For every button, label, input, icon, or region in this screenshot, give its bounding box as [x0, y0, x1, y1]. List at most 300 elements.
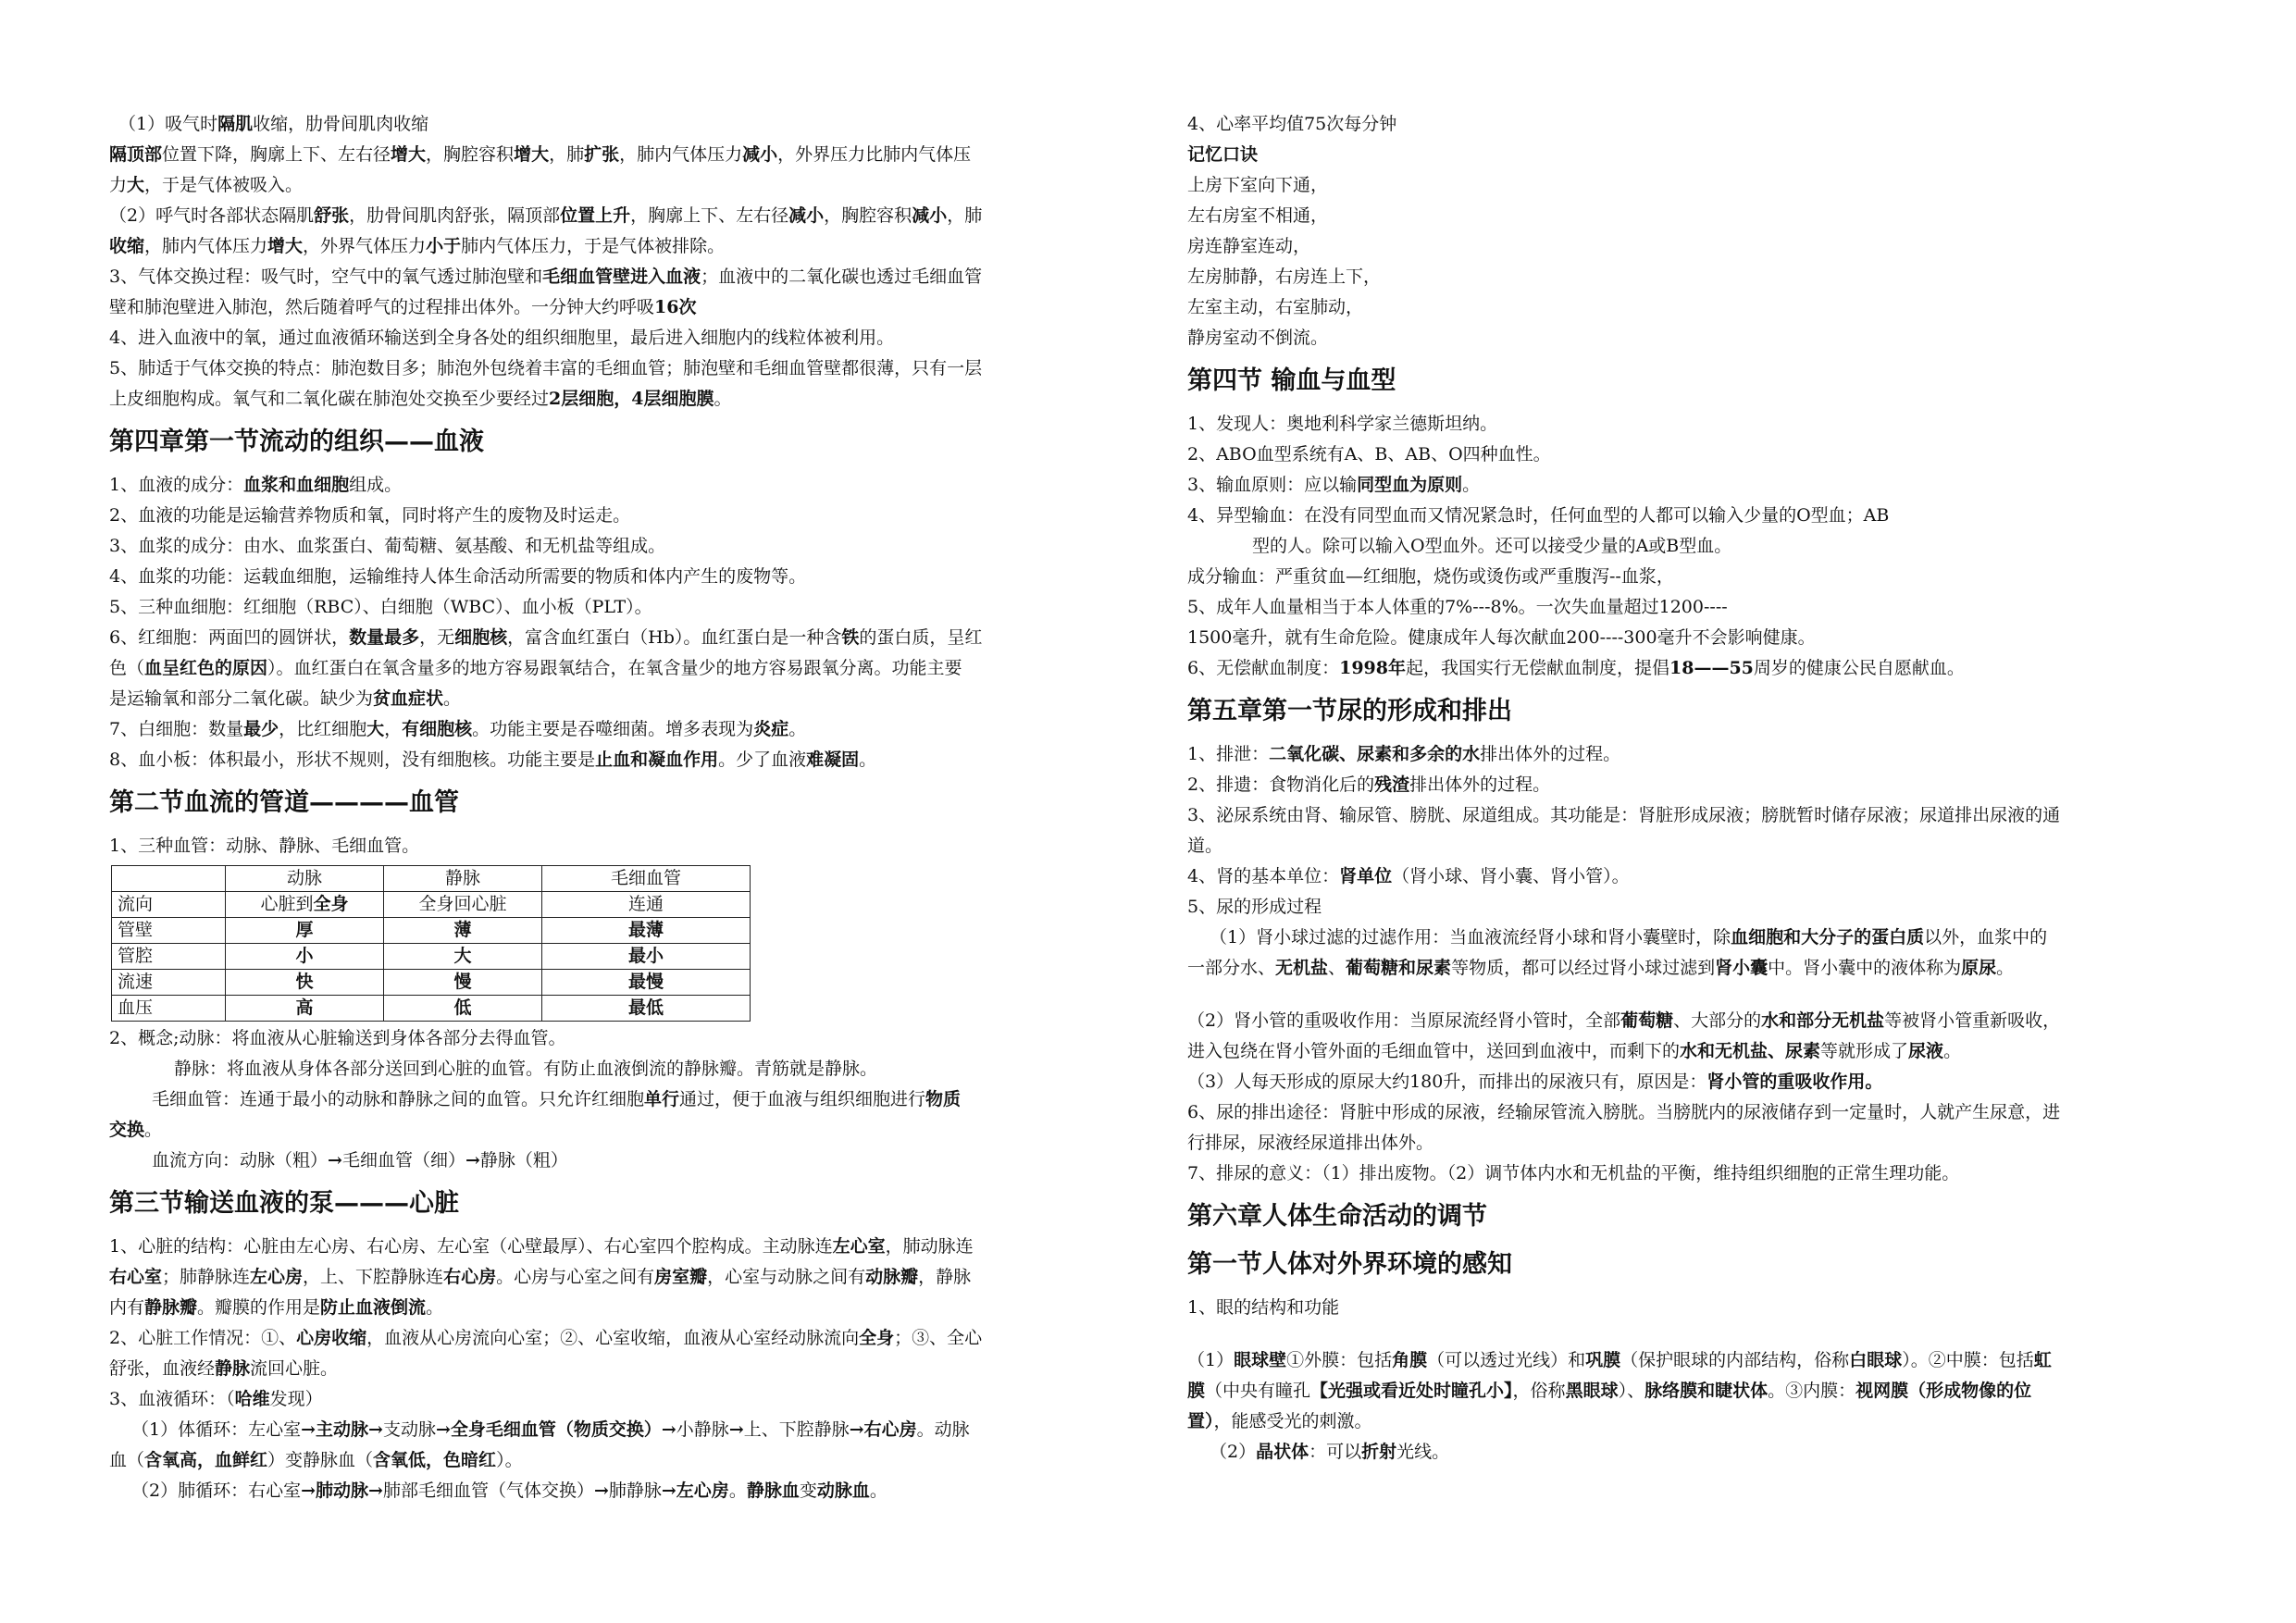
- bold-text: 减小: [788, 205, 825, 226]
- bold-text: 16次: [654, 297, 697, 317]
- text-run: ，能感受光的刺激。: [1213, 1411, 1372, 1431]
- text-line: [1187, 1036, 2205, 1067]
- bold-text: 数量最多: [349, 627, 420, 648]
- bold-text: 大: [366, 719, 385, 739]
- text-line: [109, 653, 1123, 684]
- text-run: 2、心脏工作情况：①、: [109, 1328, 297, 1348]
- text-line: [109, 470, 1123, 501]
- bold-text: 增大: [391, 144, 427, 165]
- text-run: 2、概念;动脉：将血液从心脏输送到身体各部分去得血管。: [109, 1028, 566, 1048]
- text-run: 。: [788, 719, 807, 739]
- text-run: 6、红细胞：两面凹的圆饼状，: [109, 627, 350, 648]
- text-line: [109, 1354, 1123, 1384]
- text-line: [1187, 1293, 2205, 1323]
- bold-text: 贫血症状: [373, 688, 444, 709]
- text-run: 发现）: [269, 1389, 323, 1409]
- text-run: 7、白细胞：数量: [109, 719, 244, 739]
- cell-text: 小: [295, 946, 314, 966]
- text-line: [1187, 953, 2205, 984]
- text-run: ，比红细胞: [279, 719, 367, 739]
- table-cell: [542, 944, 751, 970]
- text-line: [1187, 861, 2205, 892]
- text-run: 舒张，血液经: [109, 1358, 216, 1379]
- text-line: [1187, 739, 2205, 770]
- text-run: 3、输血原则：应以输: [1187, 475, 1358, 495]
- bold-text: 原尿: [1961, 958, 1997, 978]
- cell-text: 低: [453, 997, 472, 1018]
- text-run: ，肺: [947, 205, 983, 226]
- bold-text: 隔肌: [217, 114, 254, 134]
- text-run: （2）肾小管的重吸收作用：当原尿流经肾小管时，全部: [1187, 1010, 1621, 1031]
- section-heading: 第三节输送血液的泵———心脏: [109, 1189, 459, 1218]
- table-header-row: [112, 866, 751, 892]
- text-run: ）。血红蛋白在氧含量多的地方容易跟氧结合，在氧含量少的地方容易跟氧分离。功能主要: [267, 658, 962, 678]
- table-cell: [384, 892, 542, 918]
- bold-text: →: [328, 1150, 342, 1171]
- bold-text: 折射: [1361, 1442, 1397, 1462]
- bold-text: 心房收缩: [296, 1328, 367, 1348]
- text-run: ：可以: [1309, 1442, 1362, 1462]
- bold-text: 置）: [1187, 1411, 1214, 1431]
- text-line: [109, 1146, 1123, 1176]
- text-line: [1187, 1158, 2205, 1189]
- text-run: 进入包绕在肾小管外面的毛细血管中，送回到血液中，而剩下的: [1187, 1041, 1681, 1061]
- text-run: 房连静室连动，: [1187, 236, 1311, 256]
- text-run: 排出体外的过程。: [1409, 774, 1551, 795]
- text-line: [1187, 109, 2205, 140]
- text-line: [109, 1115, 1123, 1146]
- text-run: ，肺内气体压力: [619, 144, 743, 165]
- bold-text: 巩膜: [1585, 1350, 1621, 1370]
- text-line: [1187, 1376, 2205, 1406]
- text-run: 1、眼的结构和功能: [1187, 1297, 1340, 1318]
- text-run: 。: [443, 688, 462, 709]
- text-run: （1）肾小球过滤的过滤作用：当血液流经肾小球和肾小囊壁时，除: [1210, 927, 1731, 948]
- bold-text: 白眼球: [1849, 1350, 1903, 1370]
- text-line: [109, 323, 1123, 353]
- text-line: [1187, 531, 2205, 562]
- text-line: [1187, 923, 2205, 953]
- text-line: [1187, 292, 2205, 323]
- text-run: 、大部分的: [1673, 1010, 1762, 1031]
- table-cell: [384, 970, 542, 996]
- text-run: ，: [384, 719, 403, 739]
- text-run: 力: [109, 175, 128, 195]
- text-run: 4、进入血液中的氧，通过血液循环输送到全身各处的组织细胞里，最后进入细胞内的线粒体被利用。: [109, 328, 895, 348]
- text-run: 起，我国实行无偿献血制度，提倡: [1405, 658, 1669, 678]
- table-row: [112, 944, 751, 970]
- text-run: ；肺静脉连: [162, 1267, 251, 1287]
- text-run: ；血液中的二氧化碳也透过毛细血管: [701, 266, 983, 287]
- text-run: ，心室与动脉之间有: [707, 1267, 866, 1287]
- text-run: ，静脉: [918, 1267, 972, 1287]
- cell-text: 最慢: [627, 972, 664, 992]
- text-run: 8、血小板：体积最小，形状不规则，没有细胞核。功能主要是: [109, 750, 596, 770]
- text-line: [1187, 323, 2205, 353]
- text-run: 。: [859, 750, 877, 770]
- table-cell: [542, 970, 751, 996]
- text-run: 。: [1462, 475, 1481, 495]
- text-run: ，于是气体被吸入。: [144, 175, 304, 195]
- bold-text: 止血和凝血作用: [595, 750, 719, 770]
- text-run: 左室主动，右室肺动，: [1187, 297, 1364, 317]
- table-cell: [112, 996, 226, 1022]
- cell-text: 血压: [118, 997, 154, 1018]
- text-line: [109, 231, 1123, 262]
- bold-text: 膜: [1187, 1381, 1206, 1401]
- text-run: 上皮细胞构成。氧气和二氧化碳在肺泡处交换至少要经过: [109, 389, 550, 409]
- text-run: 5、肺适于气体交换的特点：肺泡数目多；肺泡外包绕着丰富的毛细血管；肺泡壁和毛细血管壁都很薄，只有一层: [109, 358, 983, 378]
- text-line: [109, 1084, 1123, 1115]
- bold-text: 全身: [859, 1328, 895, 1348]
- text-run: 4、肾的基本单位：: [1187, 866, 1340, 886]
- bold-text: 静脉瓣: [144, 1297, 198, 1318]
- text-run: ，胸腔容积: [824, 205, 912, 226]
- bold-text: 视网膜（形成物像的位: [1855, 1381, 2032, 1401]
- bold-text: 难凝固: [806, 750, 860, 770]
- bold-text: 减小: [912, 205, 948, 226]
- table-cell: [384, 918, 542, 944]
- bold-text: 1998年: [1339, 658, 1406, 678]
- text-run: ，血液从心房流向心室；②、心室收缩，血液从心室经动脉流向: [366, 1328, 860, 1348]
- bold-text: 房室瓣: [654, 1267, 708, 1287]
- bold-text: 交换: [109, 1120, 145, 1140]
- text-run: 2、血液的功能是运输营养物质和氧，同时将产生的废物及时运走。: [109, 505, 631, 526]
- section-heading: 第六章人体生命活动的调节: [1187, 1202, 1487, 1231]
- text-line: [109, 831, 1123, 861]
- bold-text: →左心房: [661, 1481, 729, 1501]
- bold-text: 扩张: [584, 144, 620, 165]
- bold-text: →主动脉→: [301, 1419, 383, 1440]
- text-run: 左房肺静，右房连上下，: [1187, 266, 1382, 287]
- text-run: （1）: [1187, 1350, 1235, 1370]
- table-cell: [112, 892, 226, 918]
- text-line: [109, 745, 1123, 775]
- text-line: [1187, 770, 2205, 800]
- text-run: 、: [1328, 958, 1347, 978]
- text-run: 5、三种血细胞：红细胞（RBC）、白细胞（WBC）、血小板（PLT）。: [109, 597, 652, 617]
- text-line: [109, 1323, 1123, 1354]
- section-heading: 第五章第一节尿的形成和排出: [1187, 697, 1512, 725]
- text-line: [1187, 231, 2205, 262]
- text-line: [109, 531, 1123, 562]
- text-run: ）变静脉血（: [267, 1450, 374, 1470]
- bold-text: 18——55: [1669, 658, 1754, 678]
- text-line: [109, 1293, 1123, 1323]
- bold-text: 减小: [742, 144, 778, 165]
- bold-text: 血细胞和大分子的蛋白质: [1731, 927, 1925, 948]
- cell-text: 快: [295, 972, 314, 992]
- bold-text: 动脉瓣: [865, 1267, 919, 1287]
- text-run: （2）肺循环：右心室: [131, 1481, 302, 1501]
- text-run: ，上、下腔静脉连: [303, 1267, 444, 1287]
- text-run: 肺内气体压力，于是气体被排除。: [461, 236, 726, 256]
- text-run: 4、心率平均值75次每分钟: [1187, 114, 1397, 134]
- text-run: 排出体外的过程。: [1480, 744, 1621, 764]
- text-run: 周岁的健康公民自愿献血。: [1753, 658, 1965, 678]
- text-line: [109, 714, 1123, 745]
- text-line: [109, 384, 1123, 415]
- text-line: [1187, 1128, 2205, 1158]
- cell-text: 慢: [453, 972, 472, 992]
- vessel-comparison-table: [111, 865, 751, 1022]
- text-run: 型的人。除可以输入O型血外。还可以接受少量的A或B型血。: [1252, 536, 1732, 556]
- table-cell: [226, 944, 384, 970]
- spacer: [1187, 1323, 2205, 1345]
- text-run: 静脉：将血液从身体各部分送回到心脏的血管。有防止血液倒流的静脉瓣。青筋就是静脉。: [174, 1059, 878, 1079]
- text-run: 毛细血管（细）: [341, 1150, 465, 1171]
- bold-text: →肺动脉→: [301, 1481, 383, 1501]
- text-run: 等就形成了: [1820, 1041, 1909, 1061]
- bold-text: 铁: [841, 627, 860, 648]
- text-line: [1187, 140, 2205, 170]
- bold-text: 水和部分无机盐: [1761, 1010, 1885, 1031]
- text-line: [1187, 623, 2205, 653]
- text-run: 7、排尿的意义：（1）排出废物。（2）调节体内水和无机盐的平衡，维持组织细胞的正常生理功能。: [1187, 1163, 1960, 1183]
- table-cell: [542, 918, 751, 944]
- table-cell: [384, 944, 542, 970]
- text-run: 。: [728, 1481, 747, 1501]
- cell-text: 大: [453, 946, 472, 966]
- text-run: 2、ABO血型系统有A、B、AB、O四种血性。: [1187, 444, 1551, 465]
- text-run: ，外界气体压力: [303, 236, 427, 256]
- bold-text: 细胞核: [454, 627, 508, 648]
- text-run: （保护眼球的内部结构，俗称: [1620, 1350, 1850, 1370]
- bold-text: →: [728, 1419, 744, 1440]
- bold-text: →右心房: [849, 1419, 917, 1440]
- text-line: [109, 170, 1123, 201]
- text-run: 支动脉: [382, 1419, 436, 1440]
- bold-text: 静脉血: [746, 1481, 800, 1501]
- left-column: [109, 109, 1123, 1506]
- bold-text: 最少: [243, 719, 279, 739]
- text-run: 。功能主要是吞噬细菌。增多表现为: [472, 719, 754, 739]
- table-cell: [542, 996, 751, 1022]
- text-run: 以外，血浆中的: [1924, 927, 2048, 948]
- table-cell: [384, 996, 542, 1022]
- text-run: 等物质，都可以经过肾小球过滤到: [1451, 958, 1716, 978]
- bold-text: 无机盐: [1275, 958, 1329, 978]
- bold-text: 位置上升: [560, 205, 631, 226]
- text-line: [1187, 170, 2205, 201]
- text-line: [109, 1054, 1123, 1084]
- cell-text: 流速: [118, 972, 154, 992]
- cell-text: 流向: [118, 894, 154, 914]
- text-run: 3、气体交换过程：吸气时，空气中的氧气透过肺泡壁和: [109, 266, 543, 287]
- bold-text: 右心房: [443, 1267, 497, 1287]
- text-run: 上房下室向下通，: [1187, 175, 1329, 195]
- text-run: ，肺: [549, 144, 585, 165]
- text-line: [109, 501, 1123, 531]
- text-line: [1187, 470, 2205, 501]
- text-line: [109, 353, 1123, 384]
- text-run: 变: [799, 1481, 817, 1501]
- bold-text: 同型血为原则: [1357, 475, 1463, 495]
- bold-text: 单行: [644, 1089, 680, 1109]
- text-run: ；③、全心: [894, 1328, 983, 1348]
- table-header-cell: 动脉: [226, 866, 384, 892]
- text-line: [109, 292, 1123, 323]
- bold-text: 血呈红色的原因: [144, 658, 268, 678]
- bold-text: 收缩: [109, 236, 145, 256]
- text-line: [109, 109, 1123, 140]
- text-run: 4、异型输血：在没有同型血而又情况紧急时，任何血型的人都可以输入少量的O型血；AB: [1187, 505, 1890, 526]
- text-line: [1187, 831, 2205, 861]
- text-run: （1）体循环：左心室: [131, 1419, 302, 1440]
- text-line: [1187, 440, 2205, 470]
- bold-text: 【光强或看近处时瞳孔小】: [1310, 1381, 1513, 1401]
- text-run: （1）吸气时: [118, 114, 218, 134]
- cell-text: 最薄: [627, 920, 664, 940]
- text-run: ，肺内气体压力: [144, 236, 268, 256]
- bold-text: 葡萄糖和尿素: [1346, 958, 1452, 978]
- cell-text: 管腔: [118, 946, 154, 966]
- text-run: 光线。: [1396, 1442, 1450, 1462]
- table-cell: [226, 996, 384, 1022]
- text-run: ，俗称: [1512, 1381, 1566, 1401]
- bold-text: 哈维: [234, 1389, 270, 1409]
- text-line: [109, 1262, 1123, 1293]
- bold-text: 残渣: [1374, 774, 1410, 795]
- text-run: 3、泌尿系统由肾、输尿管、膀胱、尿道组成。其功能是：肾脏形成尿液；膀胱暂时储存尿液；尿道排出尿液的通: [1187, 805, 2061, 825]
- text-run: 。: [1943, 1041, 1962, 1061]
- text-run: 6、无偿献血制度：: [1187, 658, 1340, 678]
- cell-text: 高: [295, 997, 314, 1018]
- text-line: [109, 684, 1123, 714]
- table-cell: [112, 970, 226, 996]
- text-run: 肺静脉: [608, 1481, 662, 1501]
- text-run: 上、下腔静脉: [743, 1419, 850, 1440]
- table-cell: 心脏到全身: [226, 892, 384, 918]
- bold-text: 左心室: [832, 1236, 886, 1257]
- text-run: 的蛋白质，呈红: [859, 627, 983, 648]
- bold-text: 动脉血: [816, 1481, 870, 1501]
- text-run: 成分输血：严重贫血—红细胞，烧伤或烫伤或严重腹泻--血浆，: [1187, 566, 1674, 587]
- text-run: 2、排遗：食物消化后的: [1187, 774, 1375, 795]
- bold-text: 脉络膜和睫状体: [1644, 1381, 1769, 1401]
- text-run: 1、血液的成分：: [109, 475, 244, 495]
- text-line: [109, 1023, 1123, 1054]
- section-heading: 第一节人体对外界环境的感知: [1187, 1250, 1512, 1279]
- text-run: ，肋骨间肌肉舒张，隔顶部: [349, 205, 561, 226]
- bold-text: 右心室: [109, 1267, 163, 1287]
- text-run: 一部分水、: [1187, 958, 1276, 978]
- bold-text: 静脉: [215, 1358, 251, 1379]
- text-line: [1187, 653, 2205, 684]
- text-run: 4、血浆的功能：运载血细胞，运输维持人体生命活动所需要的物质和体内产生的废物等。: [109, 566, 807, 587]
- bold-text: 肾小囊: [1715, 958, 1769, 978]
- bold-text: 物质: [925, 1089, 962, 1109]
- table-header-cell: 毛细血管: [542, 866, 751, 892]
- bold-text: 记忆口诀: [1187, 144, 1259, 165]
- text-run: 。: [426, 1297, 444, 1318]
- text-line: [1187, 262, 2205, 292]
- text-line: [1187, 562, 2205, 592]
- text-run: 1、心脏的结构：心脏由左心房、右心房、左心室（心壁最厚）、右心室四个腔构成。主动脉连: [109, 1236, 833, 1257]
- text-run: （2）: [1210, 1442, 1257, 1462]
- text-run: 。: [714, 389, 732, 409]
- cell-text: 薄: [453, 920, 472, 940]
- text-run: （肾小球、肾小囊、肾小管）。: [1392, 866, 1630, 886]
- bold-text: 小于: [426, 236, 462, 256]
- bold-text: 尿液: [1908, 1041, 1944, 1061]
- section-heading: 第四节 输血与血型: [1187, 366, 1396, 395]
- text-run: 组成。: [349, 475, 403, 495]
- text-line: [1187, 800, 2205, 831]
- text-run: 5、成年人血量相当于本人体重的7%---8%。一次失血量超过1200----: [1187, 597, 1728, 617]
- text-run: ）、: [1618, 1381, 1645, 1401]
- text-line: [1187, 1345, 2205, 1376]
- text-run: 通过，便于血液与组织细胞进行: [679, 1089, 926, 1109]
- section-heading: 第四章第一节流动的组织——血液: [109, 427, 484, 456]
- text-run: 3、血液循环：（: [109, 1389, 235, 1409]
- table-cell: [226, 970, 384, 996]
- bold-text: 炎症: [753, 719, 789, 739]
- bold-text: 2层细胞，4层细胞膜: [549, 389, 714, 409]
- text-run: 。心房与心室之间有: [496, 1267, 655, 1287]
- cell-text: 最低: [627, 997, 664, 1018]
- text-run: 。瓣膜的作用是: [197, 1297, 321, 1318]
- text-run: 中。肾小囊中的液体称为: [1768, 958, 1962, 978]
- text-run: ）。: [496, 1450, 523, 1470]
- table-cell: [112, 944, 226, 970]
- cell-text: 最小: [627, 946, 664, 966]
- bold-text: 水和无机盐、尿素: [1680, 1041, 1821, 1061]
- cell-text: 全身回心脏: [418, 894, 507, 914]
- text-run: 左右房室不相通，: [1187, 205, 1329, 226]
- text-line: [1187, 501, 2205, 531]
- text-run: ，外界压力比肺内气体压: [777, 144, 972, 165]
- text-run: 。: [1996, 958, 2015, 978]
- text-run: 。动脉: [916, 1419, 970, 1440]
- bold-text: →: [593, 1481, 609, 1501]
- text-line: [109, 1232, 1123, 1262]
- table-header-cell: [112, 866, 226, 892]
- text-line: [109, 262, 1123, 292]
- text-run: 壁和肺泡壁进入肺泡，然后随着呼气的过程排出体外。一分钟大约呼吸: [109, 297, 655, 317]
- text-run: 色（: [109, 658, 145, 678]
- bold-text: 增大: [267, 236, 304, 256]
- text-run: 1、排泄：: [1187, 744, 1270, 764]
- bold-text: 毛细血管壁进入血液: [542, 266, 701, 287]
- text-line: [1187, 592, 2205, 623]
- text-line: [109, 592, 1123, 623]
- bold-text: →全身毛细血管（物质交换）→: [435, 1419, 676, 1440]
- text-run: 。: [144, 1120, 163, 1140]
- table-row: [112, 918, 751, 944]
- text-line: [109, 562, 1123, 592]
- bold-text: 角膜: [1392, 1350, 1428, 1370]
- spacer: [1187, 984, 2205, 1006]
- bold-text: 肾单位: [1339, 866, 1393, 886]
- text-line: [1187, 409, 2205, 440]
- text-run: 。少了血液: [718, 750, 807, 770]
- table-row: [112, 892, 751, 918]
- text-run: 静脉（粗）: [479, 1150, 568, 1171]
- text-run: ，无: [419, 627, 455, 648]
- cell-text: 管壁: [118, 920, 154, 940]
- bold-text: →: [465, 1150, 480, 1171]
- cell-text: 连通: [627, 894, 664, 914]
- table-header-cell: 静脉: [384, 866, 542, 892]
- text-line: [109, 1384, 1123, 1415]
- text-run: 毛细血管：连通于最小的动脉和静脉之间的血管。只允许红细胞: [152, 1089, 645, 1109]
- text-run: 1500毫升，就有生命危险。健康成年人每次献血200----300毫升不会影响健康。: [1187, 627, 1816, 648]
- text-run: ，富含血红蛋白（Hb）。血红蛋白是一种含: [507, 627, 842, 648]
- bold-text: 血浆和血细胞: [243, 475, 350, 495]
- text-run: 5、尿的形成过程: [1187, 897, 1322, 917]
- table-cell: [226, 918, 384, 944]
